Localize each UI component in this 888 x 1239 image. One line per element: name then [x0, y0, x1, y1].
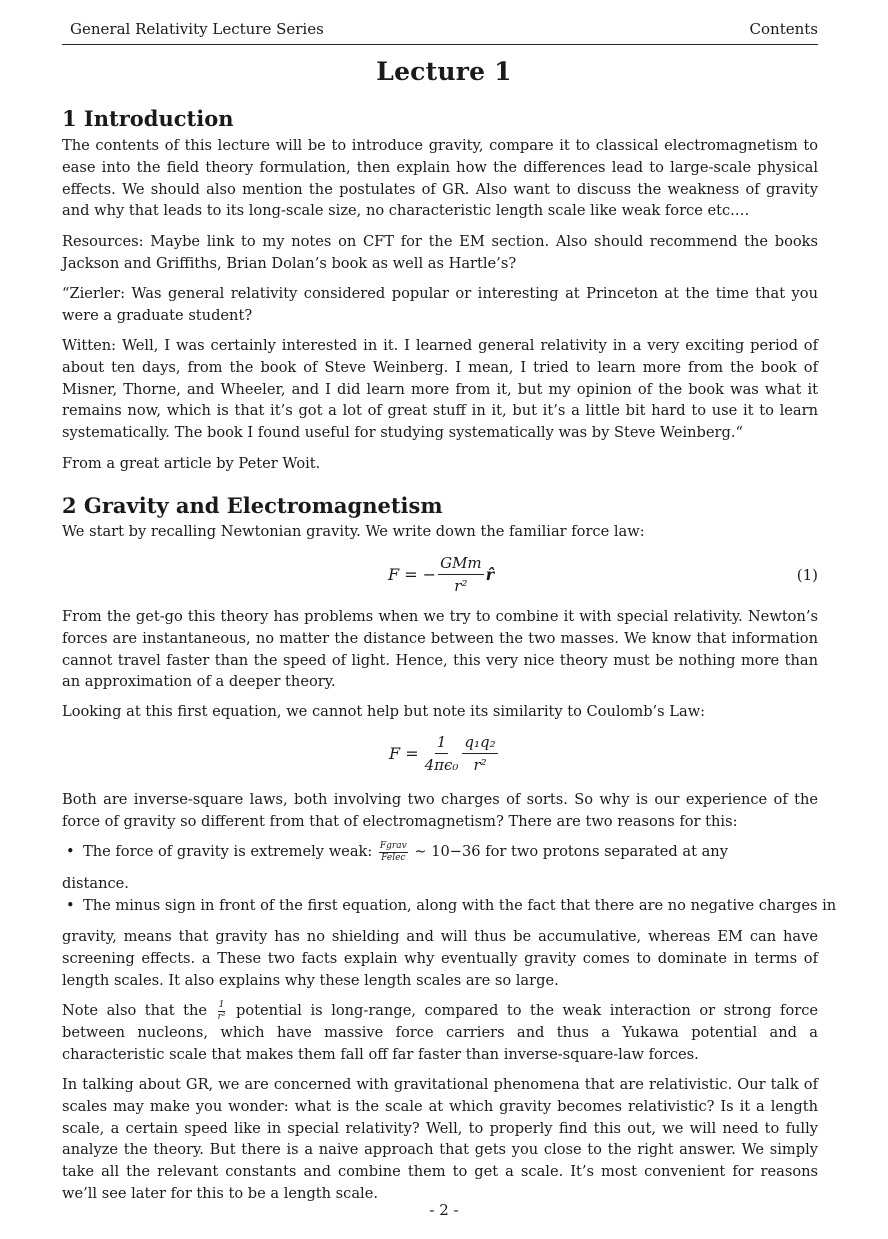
eq1-lhs: F = − — [388, 565, 437, 584]
eq1-numerator: GMm — [438, 554, 484, 575]
bullet-gravity-weak-text — [83, 841, 728, 863]
bullet-minus-sign-text: The minus sign in front of the first equation, along with the fact that there are no negative charges in — [83, 897, 837, 914]
paragraph-inverse-square: Both are inverse-square laws, both involving two charges of sorts. So why is our experience of the force of gravity so different from that of electromagnetism? There are two reasons for this: — [62, 791, 818, 830]
bullet1-ratio-num: Fgrav — [379, 840, 407, 851]
eq1-denominator: r² — [454, 577, 468, 595]
page-number: - 2 - — [429, 1201, 459, 1219]
paragraph-no-shielding: gravity, means that gravity has no shielding and will thus be accumulative, whereas EM can have screening effects. a These two facts explain why eventually gravity comes to dominate in terms of length scales. It also explains why these length scales are so large. — [62, 928, 818, 989]
paragraph-source-note: From a great article by Peter Woit. — [62, 455, 321, 472]
paragraph-witten-answer: Witten: Well, I was certainly interested in it. I learned general relativity in a very exciting period of about ten days, from the book of Steve Weinberg. I mean, I tried to learn more from the book of Misner, Thorne, and Wheeler, and I did learn more from it, but my opinion of the book was what it remains now, which is that it’s got a lot of great stuff in it, but it’s a little bit hard to use it to learn systematically. The book I found useful for studying systematically was by Steve Weinberg.“ — [62, 337, 818, 442]
eq2-numerator-2: q₁q₂ — [462, 733, 497, 754]
bullet1-post: ∼ 10−36 for two protons separated at any — [414, 843, 728, 860]
paragraph-resources: Resources: Maybe link to my notes on CFT for the EM section. Also should recommend the books Jackson and Griffiths, Brian Dolan’s book as well as Hartle’s? — [62, 233, 818, 272]
lecture-title: Lecture 1 — [376, 57, 512, 86]
paragraph-coulomb-intro: Looking at this first equation, we cannot help but note its similarity to Coulomb’s Law: — [62, 703, 706, 720]
eq2-fraction-charges — [462, 733, 497, 774]
paragraph-special-relativity-problem: From the get-go this theory has problems when we try to combine it with special relativity. Newton’s forces are instantaneous, no matter the distance between the two masses. We know that information cannot travel faster than the speed of light. Hence, this very nice theory must be nothing more than an approximation of a deeper theory. — [62, 608, 818, 691]
section-heading-introduction: 1 Introduction — [62, 106, 234, 131]
bullet1-pre: The force of gravity is extremely weak: — [83, 843, 373, 860]
header-series-title: General Relativity Lecture Series — [70, 20, 324, 38]
eq2-denominator-2: r² — [473, 756, 487, 774]
eq1-fraction — [438, 554, 484, 595]
paragraph-zierler-question: “Zierler: Was general relativity considered popular or interesting at Princeton at the time that you were a graduate student? — [62, 285, 818, 324]
bullet1-ratio-den: Felec — [381, 852, 406, 863]
p6-pre: Note also that the — [62, 1002, 208, 1019]
p6-frac-num: 1 — [218, 999, 225, 1010]
p6-inverse-square-fraction — [218, 1001, 226, 1022]
bullet-dot: • — [66, 843, 75, 860]
equation-coulomb-law — [0, 729, 888, 779]
equation-newton-force — [0, 550, 888, 600]
bullet-minus-sign — [62, 895, 837, 917]
bullet-gravity-weak — [62, 841, 818, 863]
header-contents-link[interactable]: Contents — [749, 20, 818, 38]
running-header — [62, 16, 818, 45]
bullet-gravity-weak-continuation: distance. — [62, 875, 129, 892]
eq2-numerator-1: 1 — [435, 733, 449, 754]
bullet1-ratio — [379, 842, 408, 863]
paragraph-newtonian-intro: We start by recalling Newtonian gravity. We write down the familiar force law: — [62, 523, 645, 540]
eq2-lhs: F = — [389, 744, 419, 763]
p6-post: potential is long-range, compared to the weak interaction or strong force between nucleons, which have massive force carriers and thus a Yukawa potential and a characteristic scale that makes them fall off far faster than inverse-square-law forces. — [62, 1002, 819, 1063]
eq2-fraction-constant — [425, 733, 459, 774]
paragraph-long-range — [62, 1000, 818, 1065]
paragraph-intro-contents: The contents of this lecture will be to introduce gravity, compare it to classical electromagnetism to ease into the field theory formulation, then explain how the differences lead to large-scale physical effects. We should also mention the postulates of GR. Also want to discuss the weakness of gravity and why that leads to its long-scale size, no characteristic length scale like weak force etc.… — [62, 137, 818, 220]
bullet-dot: • — [66, 897, 75, 914]
eq1-unit-vector: r̂ — [485, 565, 495, 584]
paragraph-relativistic-scale: In talking about GR, we are concerned with gravitational phenomena that are relativistic. Our talk of scales may make you wonder: what is the scale at which gravity becomes relativistic? Is it a length scale, a certain speed like in special relativity? Well, to properly find this out, we will need to fully analyze the theory. But there is a naive approach that gets you close to the right answer. We simply take all the relevant constants and combine them to get a scale. It’s most convenient for reasons we’ll see later for this to be a length scale. — [62, 1076, 818, 1202]
equation-number: (1) — [796, 566, 818, 584]
section-heading-gravity-em: 2 Gravity and Electromagnetism — [62, 493, 443, 518]
p6-frac-den: r² — [217, 1011, 226, 1022]
eq2-denominator-1: 4πϵ₀ — [424, 756, 459, 774]
